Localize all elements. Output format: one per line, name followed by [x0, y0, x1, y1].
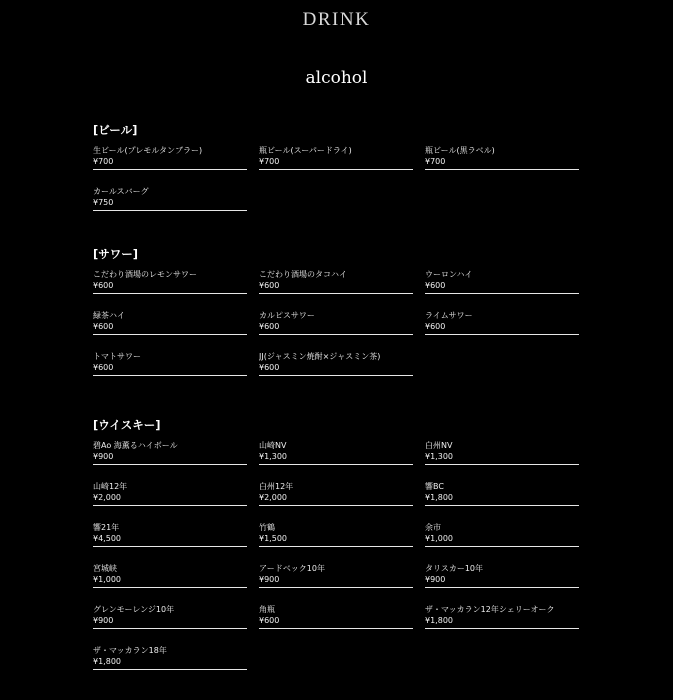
drink-price: ¥1,000 [93, 575, 121, 584]
category-heading: [ビール] [93, 123, 138, 137]
drink-name: グレンモーレンジ10年 [93, 605, 175, 614]
drink-item [93, 439, 247, 465]
drink-price: ¥900 [425, 575, 446, 584]
drink-name: ザ・マッカラン18年 [93, 646, 167, 655]
drink-price: ¥900 [259, 575, 280, 584]
drink-price: ¥1,800 [425, 616, 453, 625]
drink-item [425, 309, 579, 335]
drink-name: ライムサワー [425, 311, 473, 320]
drink-item [259, 268, 413, 294]
drink-price: ¥600 [93, 281, 114, 290]
drink-item [259, 309, 413, 335]
drink-price: ¥900 [93, 616, 114, 625]
drink-name: 響BC [425, 482, 444, 491]
drink-name: 山崎NV [259, 441, 287, 450]
drink-name: タリスカー10年 [425, 564, 484, 573]
drink-price: ¥600 [259, 322, 280, 331]
drink-item [93, 268, 247, 294]
drink-item [425, 562, 579, 588]
drink-item [93, 480, 247, 506]
page-title: DRINK [302, 9, 371, 30]
drink-item [93, 603, 247, 629]
drink-item [259, 439, 413, 465]
drink-name: 角瓶 [259, 605, 275, 614]
drink-price: ¥600 [425, 281, 446, 290]
drink-price: ¥750 [93, 198, 114, 207]
drink-price: ¥1,300 [259, 452, 287, 461]
drink-item [93, 521, 247, 547]
category-sour [93, 246, 593, 376]
drink-item [259, 480, 413, 506]
drink-name: 碧Ao 海薫るハイボール [93, 441, 178, 450]
drink-price: ¥1,500 [259, 534, 287, 543]
drink-price: ¥600 [259, 616, 280, 625]
drink-name: カールスバーグ [93, 187, 149, 196]
drink-price: ¥700 [259, 157, 280, 166]
drink-name: ザ・マッカラン12年シェリーオーク [425, 605, 555, 614]
drink-item [425, 268, 579, 294]
drink-name: トマトサワー [93, 352, 141, 361]
drink-price: ¥1,800 [93, 657, 121, 666]
drink-item [93, 350, 247, 376]
drink-price: ¥600 [425, 322, 446, 331]
drink-name: こだわり酒場のレモンサワー [93, 270, 197, 279]
drink-name: 白州NV [425, 441, 453, 450]
drink-name: 緑茶ハイ [93, 311, 125, 320]
drink-price: ¥600 [93, 363, 114, 372]
drink-price: ¥600 [259, 281, 280, 290]
drink-item [259, 144, 413, 170]
drink-name: カルピスサワー [259, 311, 315, 320]
drink-name: 瓶ビール(スーパードライ) [259, 146, 352, 155]
drink-price: ¥1,300 [425, 452, 453, 461]
drink-name: JJ(ジャスミン焼酎×ジャスミン茶) [259, 352, 381, 361]
drink-item [425, 521, 579, 547]
drink-name: 生ビール(プレモルタンブラー) [93, 146, 203, 155]
drink-price: ¥700 [425, 157, 446, 166]
drink-item [93, 185, 247, 211]
category-heading: [サワー] [93, 247, 139, 261]
drink-price: ¥900 [93, 452, 114, 461]
drink-name: 瓶ビール(黒ラベル) [425, 146, 495, 155]
drink-name: 余市 [425, 523, 441, 532]
drink-list [93, 439, 593, 670]
drink-price: ¥4,500 [93, 534, 121, 543]
section-title: alcohol [305, 68, 368, 88]
drink-name: 竹鶴 [259, 523, 275, 532]
drink-item [93, 144, 247, 170]
drink-price: ¥1,000 [425, 534, 453, 543]
drink-name: アードベック10年 [259, 564, 325, 573]
drink-price: ¥600 [93, 322, 114, 331]
drink-item [425, 144, 579, 170]
drink-name: ウーロンハイ [425, 270, 473, 279]
drink-price: ¥2,000 [259, 493, 287, 502]
drink-name: 山崎12年 [93, 482, 128, 491]
drink-item [93, 562, 247, 588]
drink-item [93, 309, 247, 335]
category-beer [93, 122, 593, 211]
drink-name: 響21年 [93, 523, 120, 532]
drink-price: ¥700 [93, 157, 114, 166]
drink-price: ¥1,800 [425, 493, 453, 502]
drink-item [259, 562, 413, 588]
drink-price: ¥600 [259, 363, 280, 372]
drink-item [425, 603, 579, 629]
category-whisky [93, 417, 593, 670]
drink-list [93, 144, 593, 211]
drink-item [425, 439, 579, 465]
drink-name: 白州12年 [259, 482, 294, 491]
drink-list [93, 268, 593, 376]
drink-name: こだわり酒場のタコハイ [259, 270, 347, 279]
drink-item [259, 350, 413, 376]
drink-name: 宮城峡 [93, 564, 117, 573]
drink-item [259, 521, 413, 547]
drink-item [425, 480, 579, 506]
category-heading: [ウイスキー] [93, 418, 161, 432]
drink-price: ¥2,000 [93, 493, 121, 502]
drink-item [93, 644, 247, 670]
drink-item [259, 603, 413, 629]
